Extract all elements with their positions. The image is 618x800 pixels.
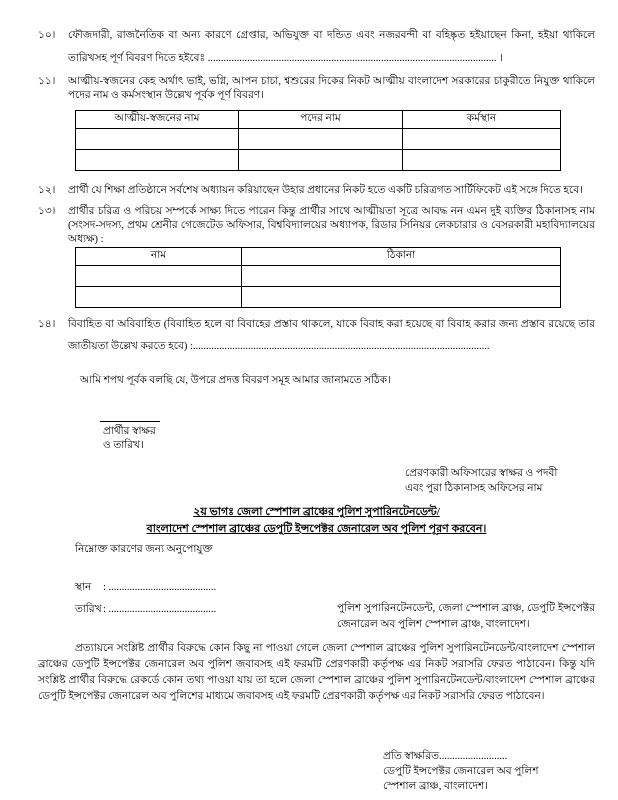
place-value-dots: : .........................................: [103, 582, 217, 593]
item-11-number: ১১।: [38, 76, 56, 87]
relatives-table-header-post: পদের নাম: [239, 111, 403, 129]
table-cell-empty: [76, 129, 239, 150]
date-value-dots: : .........................................: [103, 604, 217, 615]
item-14-text: বিবাহিত বা অবিবাহিত (বিবাহিত হলে বা বিবাহের প্রস্তাব থাকলে, যাকে বিবাহ করা হয়েছে বা বিবাহ করার জন্য প্রস্তাব রয়েছে তার জাতীয়তা উল্লেখ করতে হবে) :.................................................................................................................: [68, 319, 595, 352]
table-row: [76, 266, 561, 287]
instruction-paragraph: প্রত্যায়নে সংশ্লিষ্ট প্রার্থীর বিরুদ্ধে কোন কিছু না পাওয়া গেলে জেলা স্পেশাল ব্রাঞ্চের পুলিশ সুপারিনটেনডেন্ট/বাংলাদেশ স্পেশাল ব্রাঞ্চের ডেপুটি ইন্সপেক্টর জেনারেল অব পুলিশ জবাবসহ এই ফরমটি প্রেরণকারী কর্তৃপক্ষ এর নিকট সরাসরি ফেরত পাঠাবেন। কিন্তু যদি সংশ্লিষ্ট প্রার্থীর বিরুদ্ধে রেকর্ডে কোন তথ্য পাওয়া যায় তা হলে জেলা স্পেশাল ব্রাঞ্চের পুলিশ সুপারিনটেনডেন্ট/বাংলাদেশ স্পেশাল ব্রাঞ্চের ডেপুটি ইন্সপেক্টর জেনারেল অব পুলিশের মাধ্যমে জবাবসহ এই ফরমটি প্রেরণকারী কর্তৃপক্ষ এর নিকট সরাসরি ফেরত পাঠাবেন।: [38, 643, 595, 702]
referees-table-header-name: নাম: [76, 248, 242, 266]
item-10-number: ১০।: [38, 30, 56, 41]
countersign-branch: স্পেশাল ব্রাঞ্চ, বাংলাদেশ।: [383, 781, 488, 792]
part2-heading-line1: ২য় ভাগঃ জেলা স্পেশাল ব্রাঞ্চের পুলিশ সুপারিনটেনডেন্ট/: [193, 506, 440, 518]
relatives-table-header-row: [76, 111, 561, 129]
place-date-section: [38, 581, 595, 630]
form-item-13: [38, 205, 595, 247]
item-13-number: ১৩।: [38, 206, 56, 217]
table-cell-empty: [239, 150, 403, 171]
forwarding-officer-line1: প্রেরণকারী অফিসারের স্বাক্ষর ও পদবী: [405, 468, 558, 479]
item-10-text: ফৌজদারী, রাজনৈতিক বা অন্য কারণে গ্রেপ্তার, অভিযুক্ত বা দন্ডিত এবং নজরবন্দী বা বহিষ্কৃত হইয়াছেন কিনা, হইয়া থাকিলে তারিখসহ পূর্ণ বিবরণ দিতে হইবেঃ .............................................................................................................. ।: [68, 30, 595, 64]
sp-designation: পুলিশ সুপারিনটেনডেন্ট, জেলা স্পেশাল ব্রাঞ্চ, ডেপুটি ইন্সপেক্টর জেনারেল অব পুলিশ স্পেশাল ব্রাঞ্চ, বাংলাদেশ।: [337, 603, 595, 630]
item-13-text: প্রার্থীর চরিত্র ও পরিচয় সম্পর্কে সাক্ষ্য দিতে পারেন কিন্তু প্রার্থীর সাথে আত্মীয়তা সূত্রে আবদ্ধ নন এমন দুই ব্যক্তির ঠিকানাসহ নাম (সংসদ-সদস্য, প্রথম শ্রেনীর গেজেটেড অফিসার, বিশ্ববিদ্যালয়ের অধ্যাপক, রিডার সিনিয়র লেকচারার ও বেসরকারী মহাবিদ্যালয়ের অধ্যক্ষ) :: [68, 206, 595, 245]
applicant-signature-label: প্রার্থীর স্বাক্ষর: [103, 426, 156, 437]
form-item-10: [38, 24, 595, 70]
relatives-table: [75, 110, 561, 171]
table-row: [76, 129, 561, 150]
signature-line: [100, 421, 160, 422]
form-item-11: [38, 75, 595, 103]
countersign-line: প্রতি স্বাক্ষরিত..........................: [383, 751, 508, 762]
table-row: [76, 287, 561, 308]
part2-heading: [38, 504, 595, 538]
countersign-block: [383, 749, 595, 794]
form-item-12: [38, 184, 595, 198]
table-cell-empty: [242, 266, 561, 287]
applicant-signature-date-label: ও তারিখ।: [103, 440, 144, 451]
countersign-designation: ডেপুটি ইন্সপেক্টর জেনারেল অব পুলিশ: [383, 766, 539, 777]
table-row: [76, 150, 561, 171]
referees-table-header-address: ঠিকানা: [242, 248, 561, 266]
table-cell-empty: [76, 287, 242, 308]
table-cell-empty: [76, 266, 242, 287]
place-label: স্থান: [75, 582, 92, 593]
forwarding-officer-block: [405, 466, 580, 496]
item-11-text: আত্মীয়-স্বজনের কেহ অর্থাৎ ভাই, ভগ্নি, আপন চাচা, শ্বশুরের দিকের নিকট আত্মীয় বাংলাদেশ সরকারের চাকুরীতে নিযুক্ত থাকিলে পদের নাম ও কর্মসংস্থান উল্লেখ পূর্বক পূর্ণ বিবরণ।: [68, 76, 595, 101]
part2-heading-line2: বাংলাদেশ স্পেশাল ব্রাঞ্চের ডেপুটি ইন্সপেক্টর জেনারেল অব পুলিশ পূরণ করবেন।: [146, 523, 487, 535]
place-field: [75, 581, 595, 595]
table-cell-empty: [239, 129, 403, 150]
relatives-table-header-name: আত্মীয়-স্বজনের নাম: [76, 111, 239, 129]
date-label: তারিখ: [75, 604, 102, 615]
table-cell-empty: [242, 287, 561, 308]
oath-statement: আমি শপথ পূর্বক বলছি যে, উপরে প্রদত্ত বিবরণ সমূহ আমার জানামতে সঠিক।: [80, 375, 391, 386]
table-cell-empty: [403, 129, 561, 150]
relatives-table-header-workplace: কর্মস্থান: [403, 111, 561, 129]
forwarding-officer-line2: এবং পুরা ঠিকানাসহ অফিসের নাম: [405, 483, 543, 494]
table-cell-empty: [76, 150, 239, 171]
referees-table: [75, 247, 561, 308]
item-12-text: প্রার্থী যে শিক্ষা প্রতিষ্ঠানে সর্বশেষ অধ্যায়ন করিয়াছেন উহার প্রধানের নিকট হতে একটি চরিত্রগত সার্টিফিকেট এই সঙ্গে দিতে হবে।: [68, 185, 583, 196]
table-cell-empty: [403, 150, 561, 171]
applicant-signature-block: [100, 421, 595, 453]
item-12-number: ১২।: [38, 185, 56, 196]
item-14-number: ১৪।: [38, 319, 56, 330]
referees-table-header-row: [76, 248, 561, 266]
form-item-14: [38, 314, 595, 358]
unsuitable-reason-label: নিম্নোক্ত কারণের জন্য অনুপোযুক্ত: [75, 544, 213, 555]
